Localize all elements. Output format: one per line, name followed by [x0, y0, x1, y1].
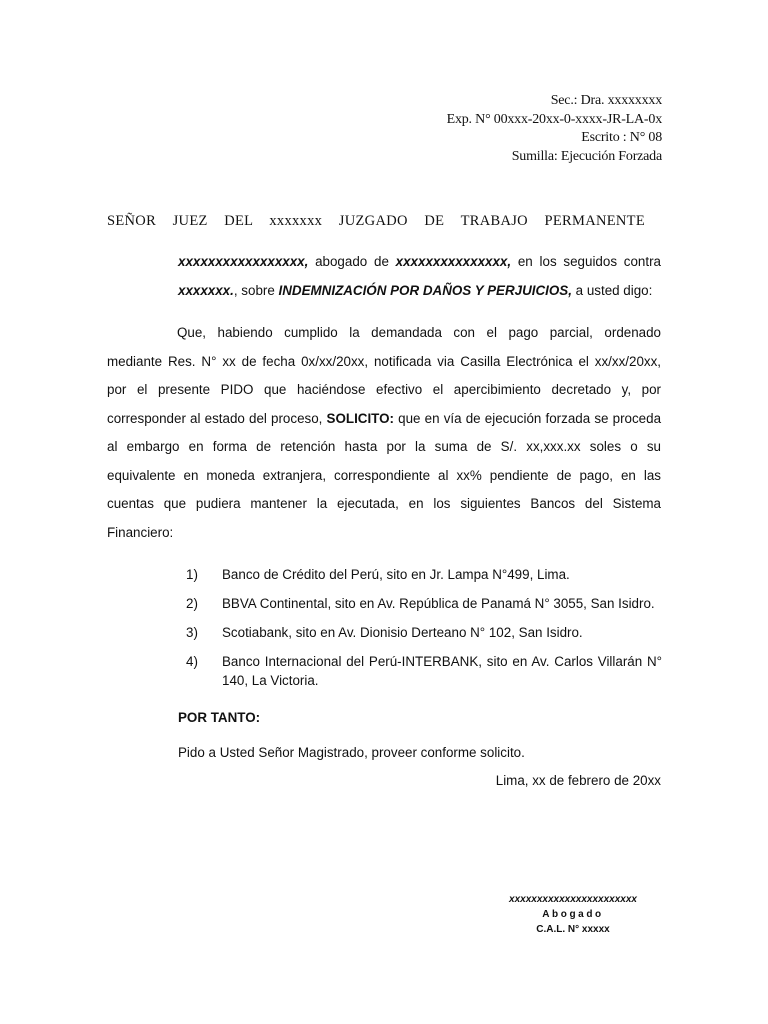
defendant-name: xxxxxxx.: [178, 282, 234, 298]
bank-entry-line-1: Banco Internacional del Perú-INTERBANK, sito en Av. Carlos Villarán N°: [222, 654, 662, 669]
intro-line-1: xxxxxxxxxxxxxxxxx, abogado de xxxxxxxxxxxxxxx, en los seguidos contra: [178, 254, 661, 269]
bank-entry: [222, 653, 662, 690]
list-item: [186, 595, 662, 614]
bank-entry: Banco de Crédito del Perú, sito en Jr. Lampa N°499, Lima.: [222, 567, 570, 582]
body-line-8: Financiero:: [107, 524, 174, 540]
list-number: 4): [186, 654, 198, 669]
list-item: [186, 624, 662, 643]
intro-line-2: xxxxxxx., sobre INDEMNIZACIÓN POR DAÑOS Y PERJUICIOS, a usted digo:: [178, 282, 653, 298]
body-line-7: cuentas que pudiera mantener la ejecutada, en los siguientes Bancos del Sistema: [107, 496, 661, 511]
list-number: 1): [186, 567, 198, 582]
closing-request: Pido a Usted Señor Magistrado, proveer conforme solicito.: [178, 745, 525, 760]
body-line-3: por el presente PIDO que haciéndose efectivo el apercibimiento decretado y, por: [107, 382, 661, 397]
body-line-5: al embargo en forma de retención hasta por la suma de S/. xx,xxx.xx soles o su: [107, 439, 661, 454]
sumilla-line: Sumilla: Ejecución Forzada: [511, 148, 662, 164]
body-line-1: Que, habiendo cumplido la demandada con el pago parcial, ordenado: [177, 325, 661, 340]
case-matter: INDEMNIZACIÓN POR DAÑOS Y PERJUICIOS,: [278, 282, 572, 298]
por-tanto-heading: POR TANTO:: [178, 710, 261, 725]
bank-list: [186, 566, 662, 701]
signer-registration: C.A.L. N° xxxxx: [536, 924, 610, 935]
list-number: 3): [186, 625, 198, 640]
date-line: Lima, xx de febrero de 20xx: [495, 773, 661, 788]
list-item: [186, 566, 662, 585]
secretaria-line: Sec.: Dra. xxxxxxxx: [550, 93, 662, 108]
body-line-2: mediante Res. N° xx de fecha 0x/xx/20xx, notificada via Casilla Electrónica el xx/xx/20xx,: [107, 353, 661, 369]
addressee-line: SEÑOR JUEZ DEL xxxxxxx JUZGADO DE TRABAJO PERMANENTE: [107, 213, 645, 229]
list-item: [186, 653, 662, 690]
signer-name: xxxxxxxxxxxxxxxxxxxxxxx: [509, 894, 637, 905]
body-line-6: equivalente en moneda extranjera, correspondiente al xx% pendiente de pago, en las: [107, 467, 661, 483]
solicito-keyword: SOLICITO:: [326, 410, 394, 426]
bank-entry: BBVA Continental, sito en Av. República de Panamá N° 3055, San Isidro.: [222, 596, 655, 611]
escrito-line: Escrito : N° 08: [581, 130, 662, 145]
main-paragraph: [107, 319, 661, 547]
client-name: xxxxxxxxxxxxxxx,: [395, 254, 512, 269]
case-header: [447, 92, 662, 166]
bank-entry-line-2: 140, La Victoria.: [222, 672, 319, 688]
list-number: 2): [186, 596, 198, 611]
signer-role: Abogado: [542, 909, 604, 920]
intro-paragraph: [178, 248, 661, 305]
signature-block: [496, 892, 650, 937]
expediente-line: Exp. N° 00xxx-20xx-0-xxxx-JR-LA-0x: [446, 111, 662, 127]
body-line-4: corresponder al estado del proceso, SOLICITO: que en vía de ejecución forzada se proceda: [107, 410, 662, 426]
lawyer-name: xxxxxxxxxxxxxxxxx,: [178, 254, 309, 269]
bank-entry: Scotiabank, sito en Av. Dionisio Derteano N° 102, San Isidro.: [222, 625, 583, 640]
